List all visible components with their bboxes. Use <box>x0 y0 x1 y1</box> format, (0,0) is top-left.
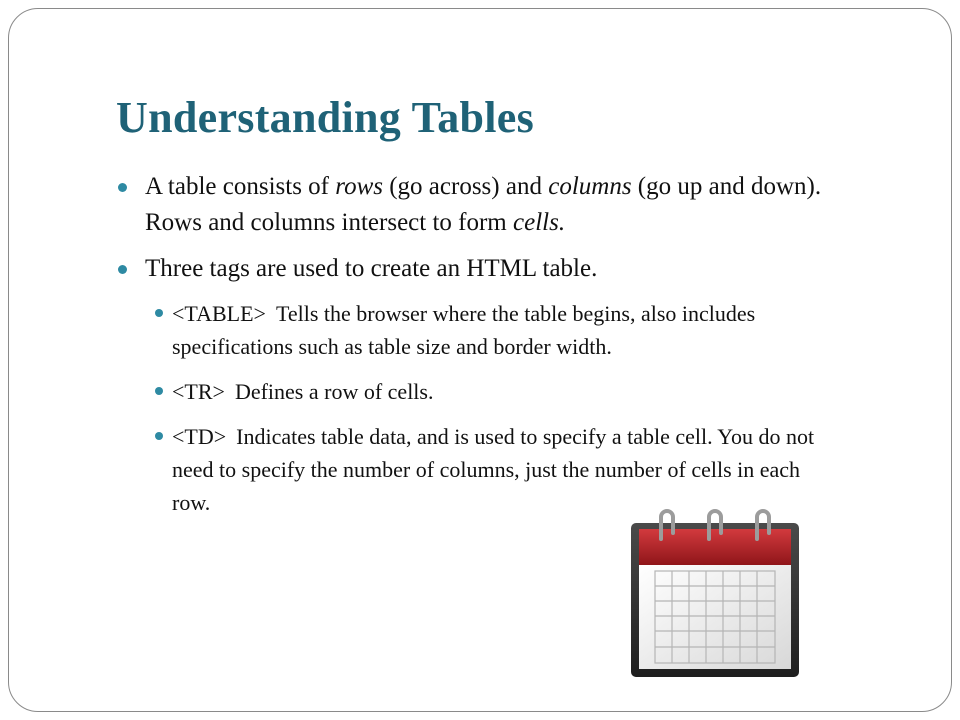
sub-bullet-text: Indicates table data, and is used to specify a table cell. You do not need to specify the number of columns, just the number of cells in each row. <box>172 424 815 515</box>
slide-title: Understanding Tables <box>116 93 535 142</box>
calendar-icon <box>625 509 805 689</box>
bullet-dot-icon <box>118 183 127 192</box>
bullet-dot-icon <box>155 387 163 395</box>
bullet-list <box>117 169 877 531</box>
sub-bullet-text: Tells the browser where the table begins, also includes specifications such as table size and border width. <box>172 301 756 359</box>
bullet-dot-icon <box>155 432 163 440</box>
tag-label: <TR> <box>172 379 225 404</box>
bullet-dot-icon <box>118 265 127 274</box>
tag-label: <TABLE> <box>172 301 266 326</box>
bullet-dot-icon <box>155 309 163 317</box>
tag-label: <TD> <box>172 424 227 449</box>
sub-bullet-text: Defines a row of cells. <box>234 379 434 404</box>
sub-bullet-table-tag <box>117 297 877 363</box>
bullet-1: A table consists of rows (go across) and columns (go up and down). Rows and columns intersect to form cells. <box>117 169 877 241</box>
sub-bullet-tr-tag <box>117 375 877 408</box>
sub-bullet-td-tag <box>117 420 877 519</box>
slide <box>8 8 952 712</box>
bullet-2: Three tags are used to create an HTML table. <box>117 251 877 287</box>
